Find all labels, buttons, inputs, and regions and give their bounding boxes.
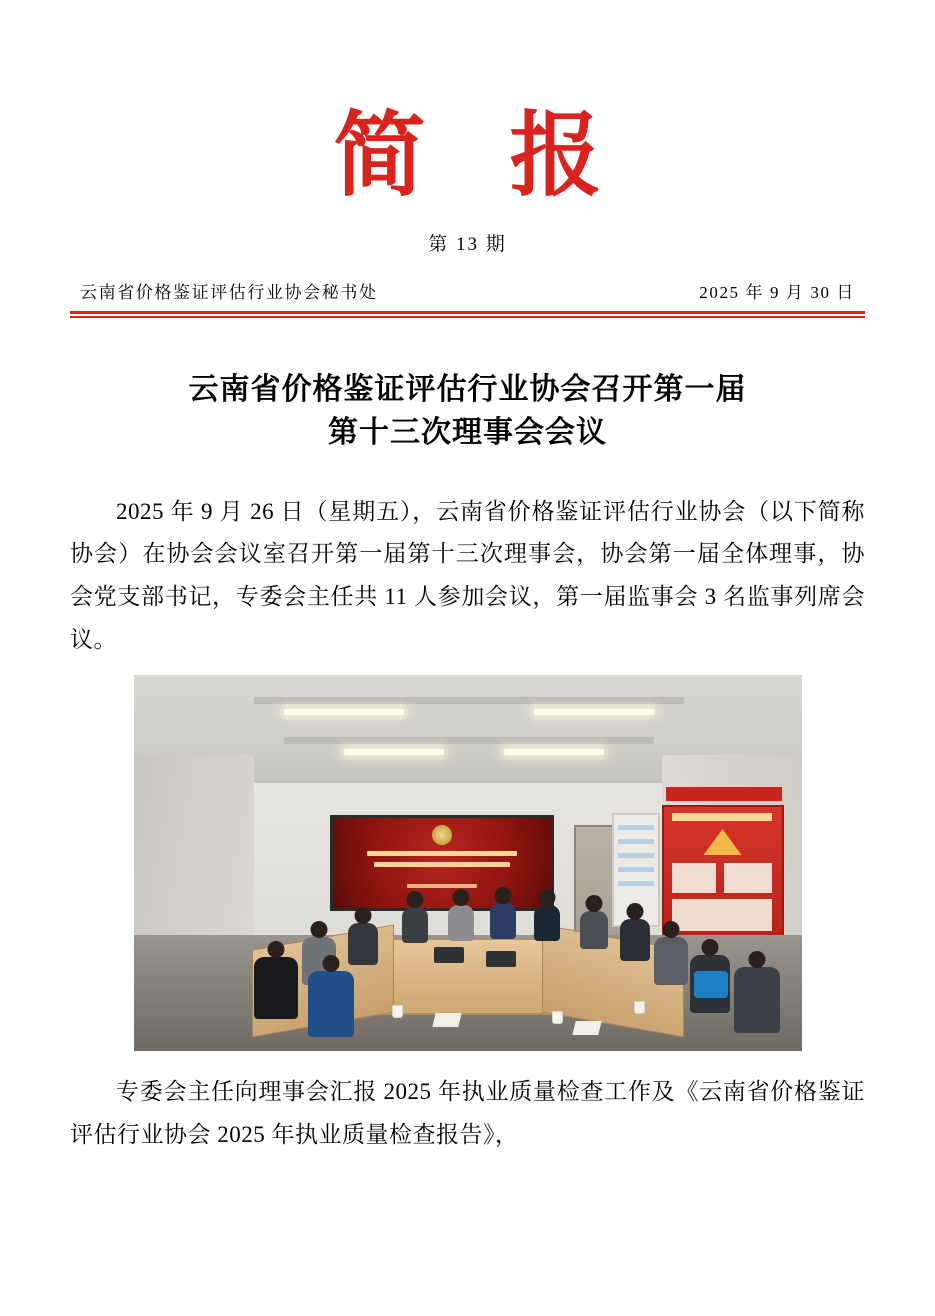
- article-headline: [70, 368, 865, 455]
- poster-panel: [724, 863, 772, 893]
- masthead-meta: [70, 278, 865, 311]
- attendee: [534, 905, 560, 941]
- masthead-rule-thin: [70, 316, 865, 318]
- notice-row: [618, 825, 654, 830]
- attendee: [308, 971, 354, 1037]
- notice-row: [618, 867, 654, 872]
- document-page: [0, 101, 935, 1316]
- attendee: [348, 923, 378, 965]
- screen-date-line: [407, 884, 477, 888]
- article-paragraph-2: 专委会主任向理事会汇报 2025 年执业质量检查工作及《云南省价格鉴证评估行业协会 2025 年执业质量检查报告》，: [70, 1079, 865, 1147]
- attendee: [490, 903, 516, 939]
- attendee: [734, 967, 780, 1033]
- headline-line-1: 云南省价格鉴证评估行业协会召开第一届: [188, 371, 747, 407]
- meeting-photo: [134, 675, 802, 1051]
- attendee: [654, 937, 688, 985]
- screen-title-line-1: [367, 851, 517, 856]
- paper-cup: [634, 1001, 645, 1014]
- attendee: [402, 907, 428, 943]
- paper-cup: [552, 1011, 563, 1024]
- screen-title-line-2: [374, 862, 510, 867]
- masthead-rule-thick: [70, 311, 865, 314]
- laptop: [434, 947, 464, 963]
- publisher-name: 云南省价格鉴证评估行业协会秘书处: [80, 283, 378, 303]
- presentation-screen: [330, 815, 554, 911]
- attendee: [580, 911, 608, 949]
- party-flag-icon: [704, 829, 742, 855]
- headline-line-2: 第十三次理事会会议: [328, 415, 607, 451]
- publish-date: 2025 年 9 月 30 日: [699, 283, 855, 303]
- document-sheet: [432, 1013, 461, 1027]
- attendee: [620, 919, 650, 961]
- notice-row: [618, 881, 654, 886]
- poster-title-bar: [672, 813, 772, 821]
- article-body-part-1: [70, 491, 865, 661]
- handbag: [694, 971, 728, 998]
- masthead-title: 简 报: [333, 101, 628, 209]
- attendee: [448, 905, 474, 941]
- laptop: [486, 951, 516, 967]
- article-paragraph-1: 2025 年 9 月 26 日（星期五），云南省价格鉴证评估行业协会（以下简称协会）在协会会议室召开第一届第十三次理事会，协会第一届全体理事，协会党支部书记，专委会主任共 11 人参加会议，第一届监事会 3 名监事列席会议。: [70, 498, 865, 652]
- party-building-poster: [662, 805, 784, 941]
- document-sheet: [572, 1021, 601, 1035]
- notice-row: [618, 839, 654, 844]
- emblem-icon: [432, 825, 452, 845]
- issue-number: 第 13 期: [428, 234, 507, 256]
- ceiling-light: [344, 749, 444, 755]
- ceiling-beam: [254, 697, 684, 704]
- ceiling-light: [504, 749, 604, 755]
- poster-panel: [672, 863, 716, 893]
- attendee: [254, 957, 298, 1019]
- wall-banner: [666, 787, 782, 801]
- notice-row: [618, 853, 654, 858]
- ceiling-light: [284, 709, 404, 715]
- paper-cup: [392, 1005, 403, 1018]
- article-body-part-2: [70, 1071, 865, 1156]
- ceiling-light: [534, 709, 654, 715]
- poster-panel: [672, 899, 772, 931]
- ceiling-beam: [284, 737, 654, 744]
